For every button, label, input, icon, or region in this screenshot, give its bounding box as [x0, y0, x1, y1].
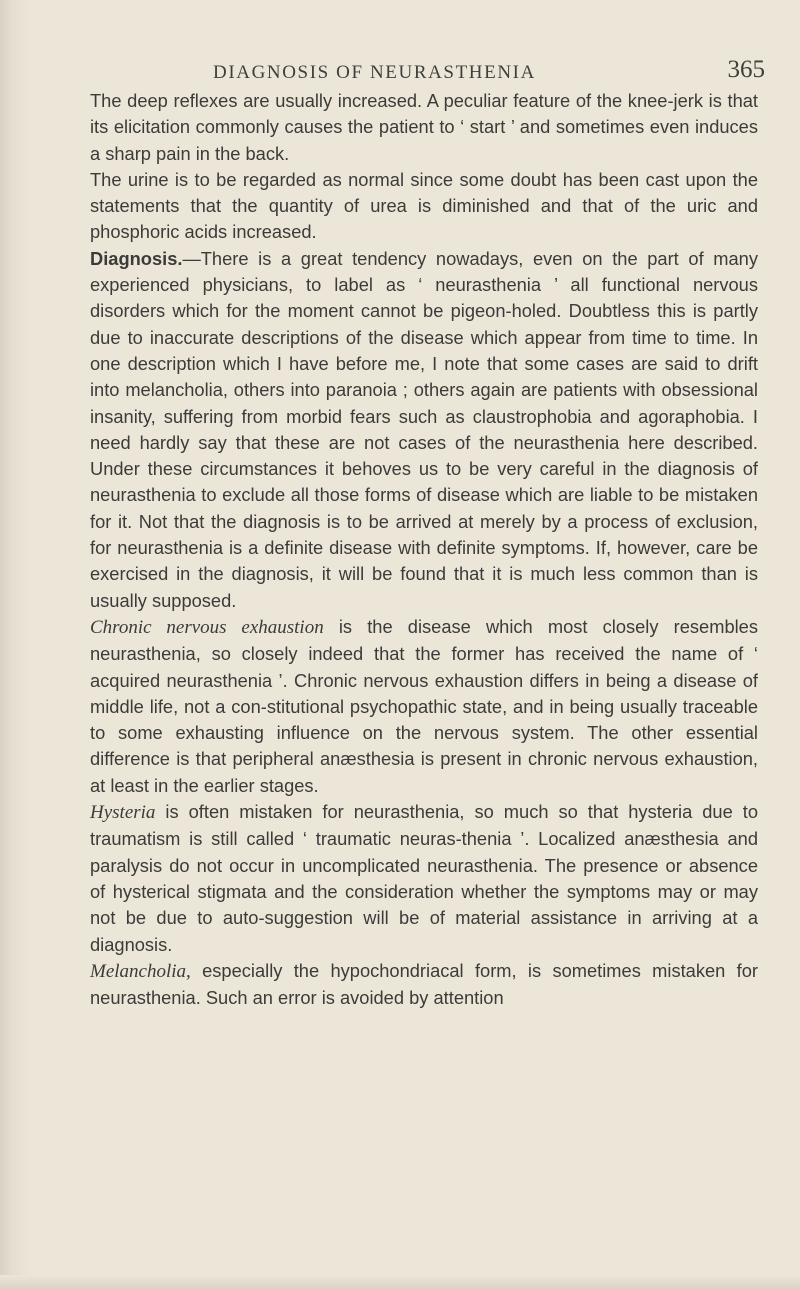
hysteria-text: is often mistaken for neurasthenia, so much so that hysteria due to traumatism is still called ‘ traumatic neuras-thenia ’. Localized anæsthesia and paralysis do not occur in uncomplicated neurasthenia. The presence or absence of hysterical stigmata and the consideration whether the symptoms may or may not be due to auto-suggestion will be of material assistance in arriving at a diagnosis.: [90, 801, 758, 955]
page-bottom-edge: [0, 1275, 800, 1289]
page-body: [90, 88, 758, 1011]
paragraph-chronic-nervous-exhaustion: [90, 614, 758, 799]
term-chronic-nervous-exhaustion: Chronic nervous exhaustion: [90, 616, 324, 638]
diagnosis-text: —There is a great tendency nowadays, even on the part of many experienced physicians, to label as ‘ neurasthenia ’ all functional nervous disorders which for the moment cannot be pigeon-holed. Doubtless this is partly due to inaccurate descriptions of the disease which appear from time to time. In one description which I have before me, I note that some cases are said to drift into melancholia, others into paranoia ; others again are patients with obsessional insanity, suffering from morbid fears such as claustrophobia and agoraphobia. I need hardly say that these are not cases of the neurasthenia here described. Under these circumstances it behoves us to be very careful in the diagnosis of neurasthenia to exclude all those forms of disease which are liable to be mistaken for it. Not that the diagnosis is to be arrived at merely by a process of exclusion, for neurasthenia is a definite disease with definite symptoms. If, however, care be exercised in the diagnosis, it will be found that it is much less common than is usually supposed.: [90, 247, 758, 611]
paragraph-urine: The urine is to be regarded as normal since some doubt has been cast upon the statements that the quantity of urea is diminished and that of the uric and phosphoric acids increased.: [90, 168, 758, 243]
paragraph-diagnosis: [90, 246, 758, 614]
page-number: 365: [727, 56, 765, 83]
paragraph-reflexes: The deep reflexes are usually increased. A peculiar feature of the knee-jerk is that its elicitation commonly causes the patient to ‘ start ’ and sometimes even induces a sharp pain in the back.: [90, 90, 758, 164]
chronic-exhaustion-text: is the disease which most closely resembles neurasthenia, so closely indeed that the former has received the name of ‘ acquired neurasthenia ’. Chronic nervous exhaustion differs in being a disease of middle life, not a con-stitutional psychopathic state, and in being usually traceable to some exhausting influence on the nervous system. The other essential difference is that peripheral anæsthesia is present in chronic nervous exhaustion, at least in the earlier stages.: [90, 615, 758, 796]
page-gutter-shadow: [0, 0, 30, 1289]
term-melancholia: Melancholia,: [90, 960, 191, 982]
paragraph-hysteria: [90, 799, 758, 958]
section-heading-diagnosis: Diagnosis.: [90, 247, 183, 269]
running-head: DIAGNOSIS OF NEURASTHENIA: [213, 62, 536, 83]
paragraph-melancholia: [90, 958, 758, 1012]
melancholia-text: especially the hypochondriacal form, is sometimes mistaken for neurasthenia. Such an error is avoided by attention: [90, 959, 758, 1009]
term-hysteria: Hysteria: [90, 802, 156, 824]
